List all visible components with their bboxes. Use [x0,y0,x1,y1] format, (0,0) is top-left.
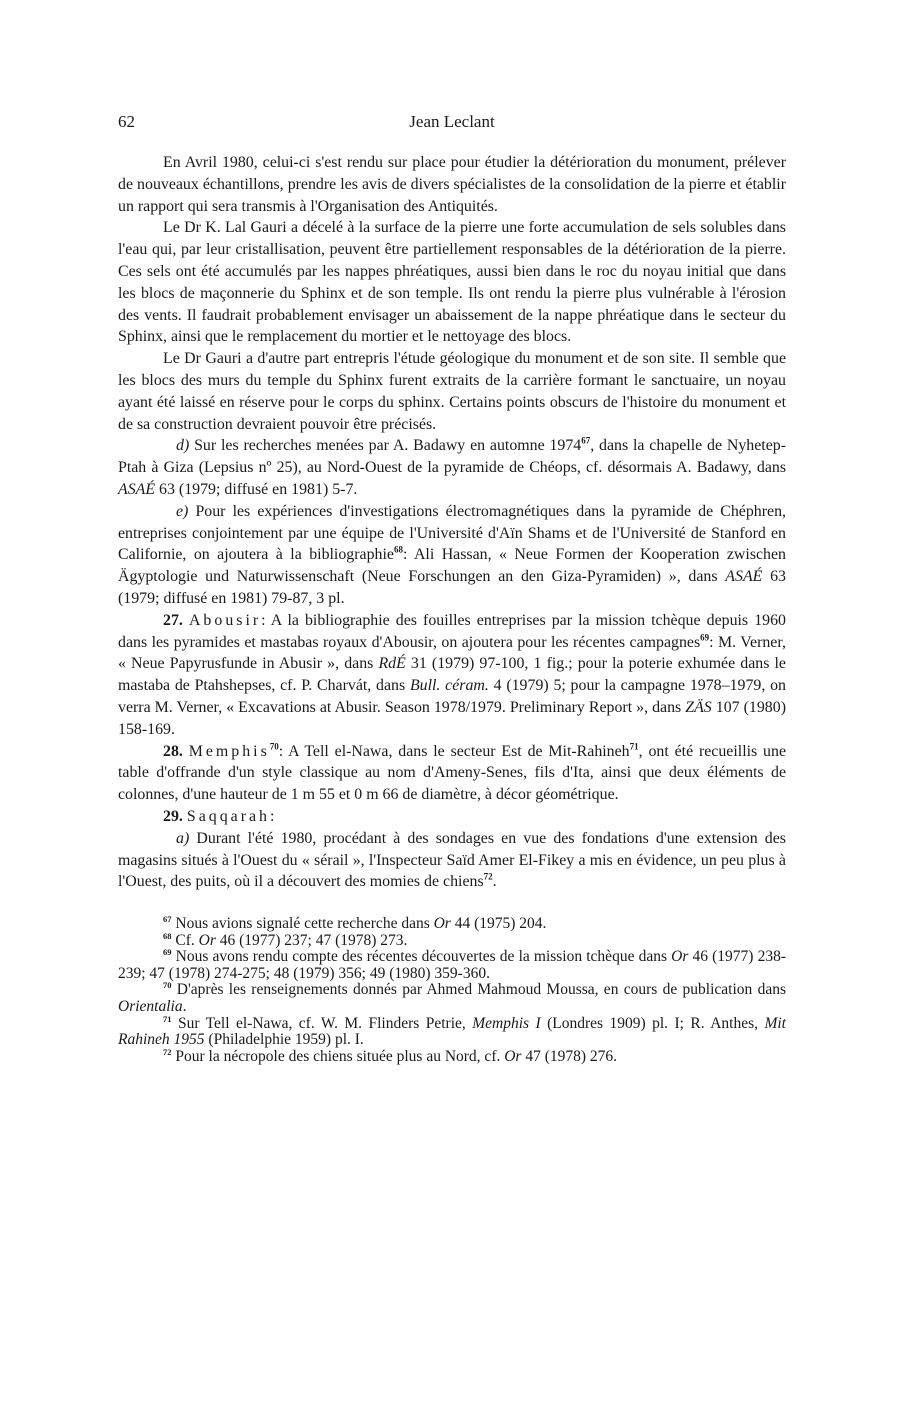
item-label-e: e) [176,502,189,520]
footnote-72 [118,1046,786,1066]
paragraph-geology: Le Dr Gauri a d'autre part entrepris l'étude géologique du monument et de son site. Il semble que les blocs des murs du temple du Sphinx furent extraits de la carrière formant le sanctuaire, un noyau ayant été laissé en réserve pour le corps du sphinx. Certains points obscurs de l'histoire du monument et de sa construction devraient pouvoir être précisés. [118,350,786,433]
footnote-number: 69 [163,947,172,958]
page-header [118,112,786,142]
footnote-text: Pour la nécropole des chiens située plus au Nord, cf. [171,1047,505,1065]
book-title: Mit Rahineh 1955 [118,1014,786,1049]
item-e-text-3: 63 (1979; diffusé en 1981) 79-87, 3 pl. [118,568,786,607]
footnote-text: Nous avons rendu compte des récentes découvertes de la mission tchèque dans [171,948,672,966]
paragraph-item-e [118,501,786,610]
item-a-text-1: Durant l'été 1980, procédant à des sondages en vue des fondations d'une extension des magasins situés à l'Ouest du « sérail », l'Inspecteur Saïd Amer El-Fikey a mis en évidence, un peu plus à l'Ouest, des puits, où il a découvert des momies de chiens [118,829,786,891]
footnote-ref-67[interactable]: 67 [581,436,591,447]
footnote-text: (Philadelphie 1959) pl. I. [204,1031,364,1049]
document-page [118,112,786,1065]
journal-title: Or [671,948,689,966]
footnote-ref-68[interactable]: 68 [393,545,403,556]
section-title: Abousir [188,611,262,629]
footnote-ref-69[interactable]: 69 [700,632,710,643]
journal-title: ASAÉ [118,480,156,498]
section-29-colon: : [269,807,275,825]
section-28-text-2: , ont été recueillis une table d'offrande d'un style classique au nom d'Ameny-Senes, fils d'Ita, ainsi que deux éléments de colonnes, d'une hauteur de 1 m 55 et 0 m 66 de diamètre, à décor géométrique. [118,742,786,804]
footnote-number: 72 [163,1046,172,1057]
section-27-text-1: : A la bibliographie des fouilles entreprises par la mission tchèque depuis 1960 dans les pyramides et mastabas royaux d'Abousir, on ajoutera pour les récentes campagnes [118,611,786,651]
footnote-number: 71 [163,1013,172,1024]
footnote-text: 44 (1975) 204. [450,915,547,933]
footnote-number: 68 [163,930,172,941]
journal-title: ASAÉ [725,568,763,586]
section-28-memphis [118,741,786,806]
footnote-ref-71[interactable]: 71 [629,741,639,752]
section-28-text-1: : A Tell el-Nawa, dans le secteur Est de Mit-Rahineh [278,742,630,760]
footnote-69 [118,949,786,982]
section-title: Memphis [188,742,270,760]
item-label-a: a) [176,829,190,847]
journal-title: Or [504,1047,522,1065]
footnote-68 [118,930,786,950]
body-text [118,152,786,893]
section-number: 29. [163,807,183,825]
footnote-text: Nous avions signalé cette recherche dans [171,915,434,933]
item-label-d: d) [176,437,190,455]
journal-title: Bull. céram. [409,677,489,695]
section-27-text-4: 4 (1979) 5; pour la campagne 1978–1979, on verra M. Verner, « Excavations at Abusir. Season 1978/1979. Preliminary Report », dans [118,677,786,716]
journal-title: Orientalia [118,998,183,1016]
section-29-saqqarah [118,806,786,828]
item-a-text-2: . [492,873,497,891]
footnote-text: . [182,998,187,1016]
item-d-text-3: 63 (1979; diffusé en 1981) 5-7. [155,480,358,498]
footnote-text: 46 (1977) 238-239; 47 (1978) 274-275; 48 (1979) 356; 49 (1980) 359-360. [118,948,786,982]
footnote-text: Cf. [171,931,199,949]
paragraph-consolidation: En Avril 1980, celui-ci s'est rendu sur place pour étudier la détérioration du monument, prélever de nouveaux échantillons, prendre les avis de divers spécialistes de la consolidation de la pierre et établir un rapport qui sera transmis à l'Organisation des Antiquités. [118,154,786,215]
item-d-text-1: Sur les recherches menées par A. Badawy en automne 1974 [189,437,582,455]
footnote-text: D'après les renseignements donnés par Ahmed Mahmoud Moussa, en cours de publication dans [171,981,786,999]
item-e-text-2: : Ali Hassan, « Neue Formen der Kooperation zwischen Ägyptologie und Naturwissenschaft (Neue Forschungen an den Giza-Pyramiden) », dans [118,546,786,586]
paragraph-item-a [118,828,786,893]
book-title: Memphis I [472,1014,541,1032]
section-title: Saqqarah [186,807,270,825]
journal-title: RdÉ [378,655,406,673]
footnote-ref-72[interactable]: 72 [483,872,493,882]
section-27-text-5: 107 (1980) 158-169. [118,698,786,738]
journal-title: ZÄS [685,698,712,716]
section-number: 27. [163,611,183,629]
paragraph-item-d [118,435,786,500]
footnote-71 [118,1013,786,1049]
footnotes [118,913,786,1065]
section-number: 28. [163,742,183,760]
paragraph-salt-analysis: Le Dr K. Lal Gauri a décelé à la surface de la pierre une forte accumulation de sels solubles dans l'eau qui, par leur cristallisation, peuvent être partiellement responsables de la détérioration de la pierre. Ces sels ont été accumulés par les nappes phréatiques, aussi bien dans le roc du noyau initial que dans les blocs de maçonnerie du Sphinx et de son temple. Ils ont rendu la pierre plus vulnérable à l'érosion des vents. Il faudrait probablement envisager un abaissement de la nappe phréatique dans le secteur du Sphinx, ainsi que le remplacement du mortier et le nettoyage des blocs. [118,219,786,346]
footnote-number: 67 [163,913,172,924]
section-27-text-2: : M. Verner, « Neue Papyrusfunde in Abusir », dans [118,633,786,673]
item-e-text-1: Pour les expériences d'investigations électromagnétiques dans la pyramide de Chéphren, entreprises conjointement par une équipe de l'Université d'Aïn Shams et de l'Université de Stanford en Californie, on ajoutera à la bibliographie [118,502,786,564]
running-title: Jean Leclant [409,112,495,131]
page-number: 62 [118,112,135,131]
journal-title: Or [433,915,451,933]
footnote-text: (Londres 1909) pl. I; R. Anthes, [540,1014,765,1032]
footnote-number: 70 [163,980,172,991]
footnote-text: 47 (1978) 276. [521,1047,618,1065]
section-27-abousir [118,610,786,741]
journal-title: Or [198,931,216,949]
footnote-70 [118,982,786,1015]
footnote-text: 46 (1977) 237; 47 (1978) 273. [215,931,408,949]
item-d-text-2: , dans la chapelle de Nyhetep-Ptah à Giza (Lepsius nº 25), au Nord-Ouest de la pyramide de Chéops, cf. désormais A. Badawy, dans [118,437,786,477]
footnote-ref-70[interactable]: 70 [269,741,279,752]
section-27-text-3: 31 (1979) 97-100, 1 fig.; pour la poterie exhumée dans le mastaba de Ptahshepses, cf. P. Charvát, dans [118,655,786,695]
footnote-text: Sur Tell el-Nawa, cf. W. M. Flinders Petrie, [171,1014,473,1032]
footnote-67 [118,913,786,933]
